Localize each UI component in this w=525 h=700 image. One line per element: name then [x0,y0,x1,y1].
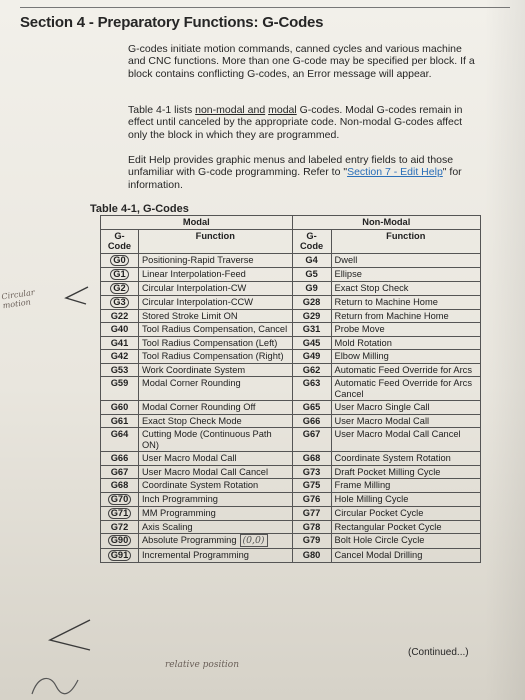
nonmodal-gcode-cell: G62 [292,363,331,377]
modal-gcode-cell: G72 [101,520,139,534]
table-row [101,548,481,562]
table-row [101,377,481,401]
nonmodal-function-cell: User Macro Single Call [331,401,480,415]
circled-gcode: G0 [110,255,128,266]
table-row [101,323,481,337]
para2-text-e: G-codes. Modal G-codes remain in effect until canceled by the appropriate code. Non-modal G-codes affect only the block in which they are programmed. [128,104,463,141]
modal-function-cell: Tool Radius Compensation, Cancel [138,323,292,337]
nonmodal-function-cell: Elbow Milling [331,350,480,364]
nonmodal-gcode-cell: G76 [292,492,331,506]
modal-gcode-cell: G53 [101,363,139,377]
modal-gcode-cell: G41 [101,336,139,350]
modal-gcode-cell: G67 [101,465,139,479]
para3-text-a: Edit Help provides graphic menus and labeled entry fields to aid those unfamiliar with G-code programming. Refer to " [128,154,454,179]
table-row [101,492,481,506]
nonmodal-gcode-cell: G29 [292,309,331,323]
table-row [101,465,481,479]
modal-function-cell: Modal Corner Rounding Off [138,401,292,415]
edit-help-paragraph [128,154,478,191]
nonmodal-gcode-cell: G79 [292,534,331,549]
circled-gcode: G1 [110,269,128,280]
modal-function-cell: Positioning-Rapid Traverse [138,253,292,267]
modal-function-cell: Exact Stop Check Mode [138,414,292,428]
modal-gcode-cell: G61 [101,414,139,428]
nonmodal-function-cell: Circular Pocket Cycle [331,506,480,520]
table-group-header [101,216,481,230]
nonmodal-gcode-header: G-Code [292,229,331,253]
section-title: Section 4 - Preparatory Functions: G-Codes [20,14,324,31]
nonmodal-gcode-cell: G67 [292,428,331,452]
nonmodal-gcode-cell: G78 [292,520,331,534]
circled-gcode: G90 [108,535,132,546]
modal-gcode-header: G-Code [101,229,139,253]
table-title: Table 4-1, G-Codes [90,203,189,215]
handwritten-origin-note: (0,0) [240,534,268,547]
nonmodal-header: Non-Modal [292,216,480,230]
modal-gcode-cell [101,267,139,281]
table-row [101,253,481,267]
nonmodal-function-cell: Dwell [331,253,480,267]
modal-header: Modal [101,216,293,230]
para2-text-a: Table 4-1 lists [128,104,196,116]
modal-gcode-cell [101,492,139,506]
circled-gcode: G70 [108,494,132,505]
handwritten-scribble-icon [28,672,83,700]
modal-function-cell: Axis Scaling [138,520,292,534]
modal-gcode-cell [101,506,139,520]
table-description-paragraph [128,104,478,141]
nonmodal-gcode-cell: G77 [292,506,331,520]
nonmodal-gcode-cell: G5 [292,267,331,281]
table-column-header [101,229,481,253]
nonmodal-function-cell: Automatic Feed Override for Arcs Cancel [331,377,480,401]
continued-label: (Continued...) [408,647,469,658]
modal-function-cell: Circular Interpolation-CCW [138,295,292,309]
nonmodal-function-cell: Automatic Feed Override for Arcs [331,363,480,377]
handwritten-bottom-note: relative position [165,660,240,670]
modal-gcode-cell: G40 [101,323,139,337]
nonmodal-gcode-cell: G66 [292,414,331,428]
nonmodal-function-cell: Probe Move [331,323,480,337]
nonmodal-function-cell: User Macro Modal Call [331,414,480,428]
nonmodal-gcode-cell: G4 [292,253,331,267]
handwritten-arrow-icon-2 [44,614,94,654]
page-shadow [485,0,525,700]
modal-gcode-cell: G66 [101,452,139,466]
nonmodal-function-cell: Bolt Hole Circle Cycle [331,534,480,549]
nonmodal-function-cell: Frame Milling [331,479,480,493]
circled-gcode: G2 [110,283,128,294]
nonmodal-gcode-cell: G68 [292,452,331,466]
modal-gcode-cell: G64 [101,428,139,452]
table-row [101,428,481,452]
nonmodal-gcode-cell: G45 [292,336,331,350]
modal-function-cell: MM Programming [138,506,292,520]
modal-function-cell: User Macro Modal Call Cancel [138,465,292,479]
nonmodal-function-cell: Hole Milling Cycle [331,492,480,506]
modal-function-cell: Coordinate System Rotation [138,479,292,493]
modal-function-cell: Tool Radius Compensation (Right) [138,350,292,364]
para2-modal: modal [268,104,297,116]
nonmodal-function-cell: Coordinate System Rotation [331,452,480,466]
nonmodal-function-cell: Return from Machine Home [331,309,480,323]
handwritten-margin-note: Circular motion [0,287,36,311]
table-row [101,520,481,534]
modal-function-cell: Cutting Mode (Continuous Path ON) [138,428,292,452]
handwritten-arrow-icon [62,284,92,308]
nonmodal-gcode-cell: G28 [292,295,331,309]
header-rule [20,7,510,8]
para3-text-b: " for information. [128,166,462,191]
modal-gcode-cell: G59 [101,377,139,401]
modal-function-cell: Work Coordinate System [138,363,292,377]
modal-gcode-cell: G22 [101,309,139,323]
modal-function-header: Function [138,229,292,253]
circled-gcode: G71 [108,508,132,519]
modal-function-cell: User Macro Modal Call [138,452,292,466]
table-row [101,350,481,364]
nonmodal-function-cell: Mold Rotation [331,336,480,350]
modal-function-cell: Inch Programming [138,492,292,506]
intro-paragraph: G-codes initiate motion commands, canned cycles and various machine and CNC functions. More than one G-code may be specified per block. If a block contains conflicting G-codes, an Error message will appear. [128,43,475,80]
nonmodal-gcode-cell: G80 [292,548,331,562]
table-row [101,336,481,350]
section7-link[interactable]: Section 7 - Edit Help [347,166,443,179]
table-row [101,534,481,549]
modal-gcode-cell [101,295,139,309]
para2-non-modal: non-modal and [195,104,266,116]
modal-gcode-cell: G60 [101,401,139,415]
table-row [101,506,481,520]
modal-function-cell: Stored Stroke Limit ON [138,309,292,323]
modal-gcode-cell [101,548,139,562]
modal-gcode-cell: G42 [101,350,139,364]
modal-gcode-cell [101,534,139,549]
modal-function-cell: Incremental Programming [138,548,292,562]
table-row [101,281,481,295]
nonmodal-function-cell: User Macro Modal Call Cancel [331,428,480,452]
table-row [101,479,481,493]
modal-function-cell: Circular Interpolation-CW [138,281,292,295]
nonmodal-function-cell: Ellipse [331,267,480,281]
modal-function-cell: Linear Interpolation-Feed [138,267,292,281]
table-row [101,309,481,323]
table-row [101,267,481,281]
nonmodal-gcode-cell: G9 [292,281,331,295]
nonmodal-function-cell: Exact Stop Check [331,281,480,295]
nonmodal-function-cell: Return to Machine Home [331,295,480,309]
nonmodal-function-header: Function [331,229,480,253]
modal-gcode-cell [101,253,139,267]
modal-function-cell: Modal Corner Rounding [138,377,292,401]
table-row [101,295,481,309]
nonmodal-gcode-cell: G63 [292,377,331,401]
nonmodal-function-cell: Cancel Modal Drilling [331,548,480,562]
modal-function-cell [138,534,292,549]
nonmodal-function-cell: Rectangular Pocket Cycle [331,520,480,534]
circled-gcode: G3 [110,297,128,308]
absolute-function-text: Absolute Programming [141,535,237,545]
table-row [101,363,481,377]
nonmodal-function-cell: Draft Pocket Milling Cycle [331,465,480,479]
table-row [101,414,481,428]
nonmodal-gcode-cell: G31 [292,323,331,337]
modal-gcode-cell: G68 [101,479,139,493]
nonmodal-gcode-cell: G73 [292,465,331,479]
modal-gcode-cell [101,281,139,295]
modal-function-cell: Tool Radius Compensation (Left) [138,336,292,350]
nonmodal-gcode-cell: G65 [292,401,331,415]
nonmodal-gcode-cell: G75 [292,479,331,493]
gcode-table [100,215,481,563]
table-row [101,401,481,415]
table-row [101,452,481,466]
nonmodal-gcode-cell: G49 [292,350,331,364]
circled-gcode: G91 [108,550,132,561]
